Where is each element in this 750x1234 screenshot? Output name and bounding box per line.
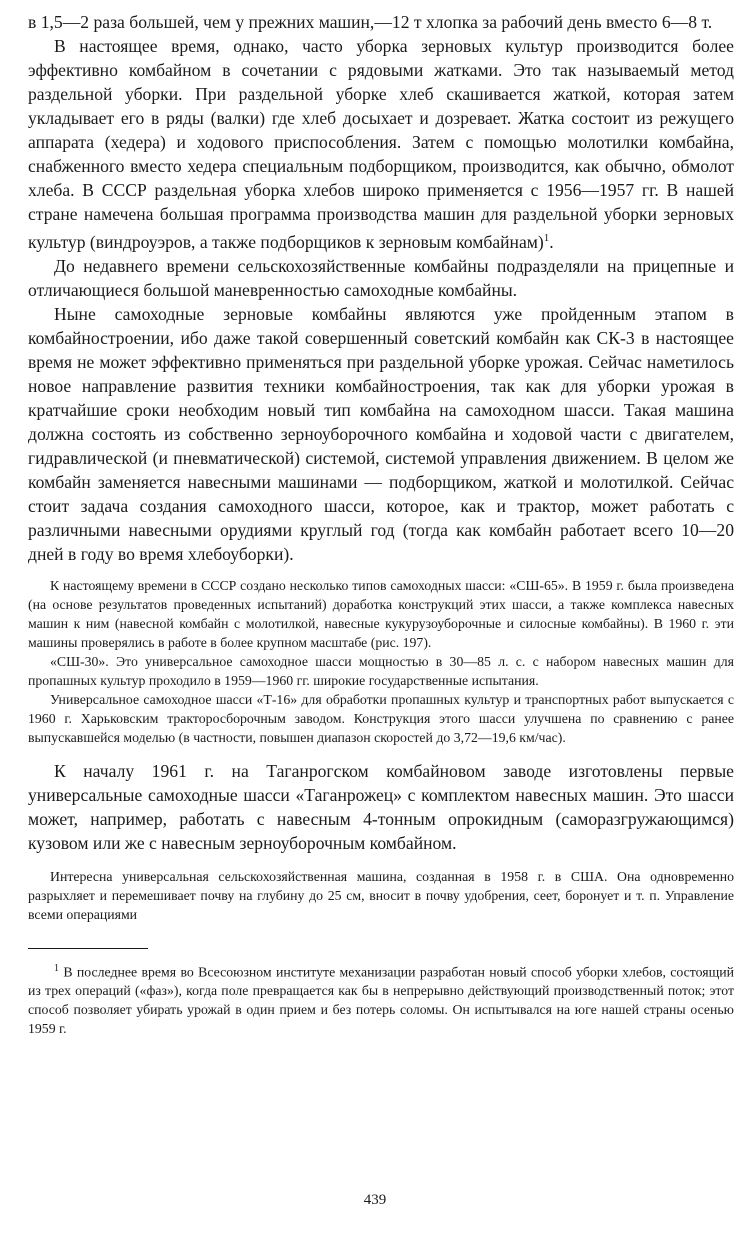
paragraph-continuation: в 1,5—2 раза большей, чем у прежних машин,—12 т хлопка за рабочий день вместо 6—8 т. — [28, 12, 713, 32]
paragraph-self-propelled-chassis: Ныне самоходные зерновые комбайны являются уже пройденным этапом в комбайностроении, ибо даже такой совершенный советский комбайн как СК-3 в настоящее время не может эффективно применяться при раздельной уборке урожая. Сейчас наметилось новое направление развития техники комбайностроения, так как для уборки урожая в кратчайшие сроки необходим новый тип комбайна на самоходном шасси. Такая машина должна состоять из собственно зерноуборочного комбайна и ходовой части с двигателем, гидравлической (и пневматической) системой, системой управления движением. В целом же комбайн заменяется навесными машинами — подборщиком, жаткой и молотилкой. Сейчас стоит задача создания самоходного шасси, которое, как и трактор, может работать с различными навесными орудиями круглый год (тогда как комбайн работает всего 10—20 дней в году во время хлебоуборки). — [28, 303, 734, 564]
footnote-marker: 1 — [543, 232, 550, 244]
footnote-number: 1 — [54, 962, 59, 974]
page-content — [28, 10, 734, 1038]
spacer — [28, 566, 734, 576]
small-paragraph-usa-machine: Интересна универсальная сельскохозяйственная машина, созданная в 1958 г. в США. Она одновременно разрыхляет и перемешивает почву на глубину до 25 см, вносит в почву удобрения, сеет, боронует и т. п. Управление всеми операциями — [28, 868, 734, 922]
small-paragraph-t16: Универсальное самоходное шасси «Т-16» для обработки пропашных культур и транспортных работ выпускается с 1960 г. Харьковским тракторосборочным заводом. Конструкция этого шасси улучшена по сравнению с ранее выпускавшейся моделью (в частности, повышен диапазон скоростей до 3,72—19,6 км/час). — [28, 691, 734, 745]
page-number: 439 — [363, 1192, 387, 1208]
spacer — [28, 747, 734, 759]
paragraph-separate-harvesting: В настоящее время, однако, часто уборка зерновых культур производится более эффективно комбайном в сочетании с рядовыми жатками. Это так называемый метод раздельной уборки. При раздельной уборке хлеб скашивается жаткой, которая затем укладывает его в ряды (валки) где хлеб досыхает и дозревает. Жатка состоит из режущего аппарата (хедера) и ходового приспособления. Затем с помощью молотилки комбайна, снабженного вместо хедера специальным подборщиком, производится, как обычно, обмолот хлеба. В СССР раздельная уборка хлебов широко применяется с 1956—1957 гг. В нашей стране намечена большая программа производства машин для раздельной уборки зерновых культур (виндроуэров, а также подборщиков к зерновым комбайнам)$^1$. — [28, 36, 734, 252]
small-paragraph-ssh30: «СШ-30». Это универсальное самоходное шасси мощностью в 30—85 л. с. с набором навесных машин для пропашных культур проходило в 1959—1960 гг. широкие государственные испытания. — [28, 653, 734, 688]
paragraph-text: В настоящее время, однако, часто уборка зерновых культур производится более эффективно комбайном в сочетании с рядовыми жатками. Это так называемый метод раздельной уборки. При раздельной уборке хлеб скашивается жаткой, которая затем укладывает его в ряды (валки) где хлеб досыхает и дозревает. Жатка состоит из режущего аппарата (хедера) и ходового приспособления. Затем с помощью молотилки комбайна, снабженного вместо хедера специальным подборщиком, производится, как обычно, обмолот хлеба. В СССР раздельная уборка хлебов широко применяется с 1956—1957 гг. В нашей стране намечена большая программа производства машин для раздельной уборки зерновых культур (виндроуэров, а также подборщиков к зерновым комбайнам) — [28, 36, 734, 252]
paragraph-combine-types: До недавнего времени сельскохозяйственные комбайны подразделяли на прицепные и отличающиеся большой маневренностью самоходные комбайны. — [28, 255, 734, 300]
small-paragraph-ssh65: К настоящему времени в СССР создано несколько типов самоходных шасси: «СШ-65». В 1959 г. была произведена (на основе результатов проведенных испытаний) доработка конструкций этих шасси, а также комплекса навесных машин к ним (навесной комбайн с молотилкой, навесные кукурузоуборочные и силосные комбайны). В 1960 г. эти машины проверялись в работе в более крупном масштабе (рис. 197). — [28, 577, 734, 650]
footnote-text: В последнее время во Всесоюзном институте механизации разработан новый способ уборки хлебов, состоящий из трех операций («фаз»), когда поле превращается как бы в непрерывно действующий производственный поток; этот способ позволяет убирать урожай в один прием и без потерь соломы. Он испытывался на юге нашей страны осенью 1959 г. — [28, 964, 734, 1037]
paragraph-taganrozhets: К началу 1961 г. на Таганрогском комбайновом заводе изготовлены первые универсальные самоходные шасси «Таганрожец» с комплектом навесных машин. Это шасси может, например, работать с навесным 4-тонным опрокидным (саморазгружающимся) кузовом или же с навесным зерноуборочным комбайном. — [28, 760, 734, 853]
footnote-divider — [28, 948, 148, 949]
footnote — [28, 959, 734, 1039]
spacer — [28, 855, 734, 867]
